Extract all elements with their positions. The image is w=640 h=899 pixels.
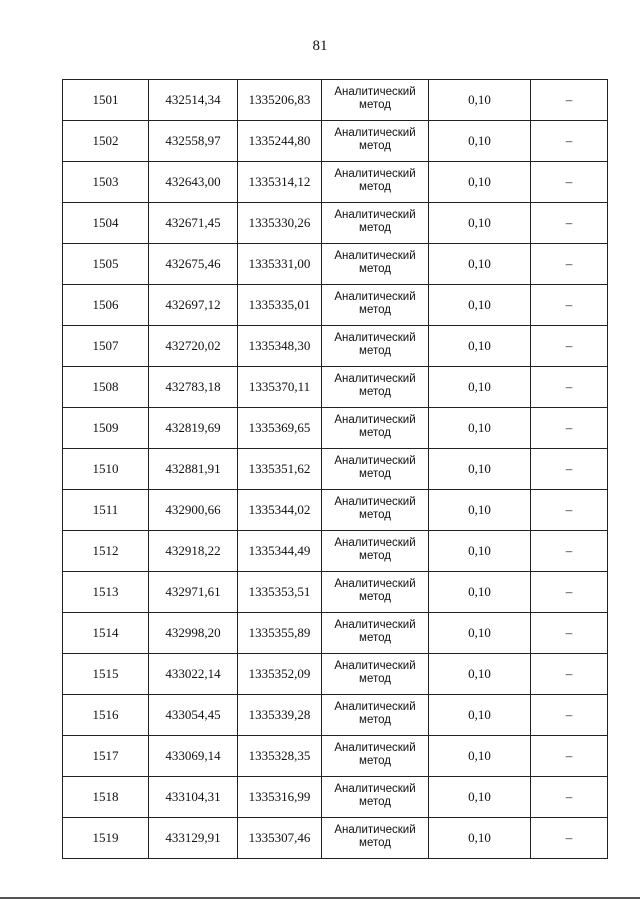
method-line-2: метод [359, 837, 391, 849]
description-cell: – [531, 572, 608, 613]
accuracy-cell: 0,10 [429, 572, 531, 613]
description-cell: – [531, 695, 608, 736]
method-cell [322, 695, 429, 736]
method-cell [322, 654, 429, 695]
method-line-1: Аналитический [334, 742, 416, 754]
accuracy-cell: 0,10 [429, 531, 531, 572]
x-coordinate-cell: 433054,45 [149, 695, 238, 736]
x-coordinate-cell: 432998,20 [149, 613, 238, 654]
coordinates-table [62, 79, 608, 859]
method-cell [322, 572, 429, 613]
table-row [63, 695, 608, 736]
y-coordinate-cell: 1335370,11 [238, 367, 322, 408]
x-coordinate-cell: 432514,34 [149, 80, 238, 121]
method-line-1: Аналитический [334, 824, 416, 836]
point-number-cell: 1511 [63, 490, 149, 531]
page-number: 81 [312, 38, 328, 54]
y-coordinate-cell: 1335353,51 [238, 572, 322, 613]
method-line-2: метод [359, 345, 391, 357]
description-cell: – [531, 654, 608, 695]
description-cell: – [531, 367, 608, 408]
x-coordinate-cell: 432881,91 [149, 449, 238, 490]
point-number-cell: 1506 [63, 285, 149, 326]
description-cell: – [531, 531, 608, 572]
method-line-2: метод [359, 796, 391, 808]
method-cell [322, 777, 429, 818]
method-line-2: метод [359, 714, 391, 726]
y-coordinate-cell: 1335328,35 [238, 736, 322, 777]
point-number-cell: 1512 [63, 531, 149, 572]
accuracy-cell: 0,10 [429, 80, 531, 121]
y-coordinate-cell: 1335206,83 [238, 80, 322, 121]
table-row [63, 408, 608, 449]
table-row [63, 244, 608, 285]
description-cell: – [531, 408, 608, 449]
point-number-cell: 1517 [63, 736, 149, 777]
y-coordinate-cell: 1335307,46 [238, 818, 322, 859]
method-line-2: метод [359, 468, 391, 480]
table-row [63, 367, 608, 408]
accuracy-cell: 0,10 [429, 285, 531, 326]
method-line-1: Аналитический [334, 701, 416, 713]
y-coordinate-cell: 1335351,62 [238, 449, 322, 490]
method-line-2: метод [359, 181, 391, 193]
method-cell [322, 121, 429, 162]
table-row [63, 490, 608, 531]
point-number-cell: 1516 [63, 695, 149, 736]
method-cell [322, 818, 429, 859]
method-line-2: метод [359, 304, 391, 316]
method-cell [322, 613, 429, 654]
method-cell [322, 490, 429, 531]
method-cell [322, 408, 429, 449]
y-coordinate-cell: 1335344,49 [238, 531, 322, 572]
point-number-cell: 1518 [63, 777, 149, 818]
x-coordinate-cell: 433104,31 [149, 777, 238, 818]
accuracy-cell: 0,10 [429, 490, 531, 531]
accuracy-cell: 0,10 [429, 695, 531, 736]
table-row [63, 80, 608, 121]
y-coordinate-cell: 1335348,30 [238, 326, 322, 367]
coordinates-table-body [63, 80, 608, 859]
description-cell: – [531, 736, 608, 777]
point-number-cell: 1508 [63, 367, 149, 408]
method-line-2: метод [359, 427, 391, 439]
method-line-2: метод [359, 550, 391, 562]
point-number-cell: 1510 [63, 449, 149, 490]
x-coordinate-cell: 432918,22 [149, 531, 238, 572]
x-coordinate-cell: 432643,00 [149, 162, 238, 203]
y-coordinate-cell: 1335339,28 [238, 695, 322, 736]
description-cell: – [531, 490, 608, 531]
description-cell: – [531, 121, 608, 162]
method-line-2: метод [359, 591, 391, 603]
description-cell: – [531, 777, 608, 818]
method-line-1: Аналитический [334, 578, 416, 590]
description-cell: – [531, 818, 608, 859]
accuracy-cell: 0,10 [429, 449, 531, 490]
method-cell [322, 367, 429, 408]
x-coordinate-cell: 432783,18 [149, 367, 238, 408]
table-row [63, 203, 608, 244]
y-coordinate-cell: 1335352,09 [238, 654, 322, 695]
accuracy-cell: 0,10 [429, 244, 531, 285]
y-coordinate-cell: 1335344,02 [238, 490, 322, 531]
table-row [63, 449, 608, 490]
point-number-cell: 1519 [63, 818, 149, 859]
point-number-cell: 1503 [63, 162, 149, 203]
table-row [63, 121, 608, 162]
x-coordinate-cell: 432671,45 [149, 203, 238, 244]
description-cell: – [531, 285, 608, 326]
method-line-2: метод [359, 140, 391, 152]
method-line-1: Аналитический [334, 455, 416, 467]
accuracy-cell: 0,10 [429, 818, 531, 859]
accuracy-cell: 0,10 [429, 408, 531, 449]
method-line-1: Аналитический [334, 619, 416, 631]
table-row [63, 736, 608, 777]
accuracy-cell: 0,10 [429, 777, 531, 818]
method-line-1: Аналитический [334, 414, 416, 426]
point-number-cell: 1501 [63, 80, 149, 121]
description-cell: – [531, 244, 608, 285]
method-line-1: Аналитический [334, 209, 416, 221]
method-cell [322, 285, 429, 326]
accuracy-cell: 0,10 [429, 613, 531, 654]
point-number-cell: 1502 [63, 121, 149, 162]
method-line-2: метод [359, 509, 391, 521]
accuracy-cell: 0,10 [429, 326, 531, 367]
y-coordinate-cell: 1335331,00 [238, 244, 322, 285]
description-cell: – [531, 162, 608, 203]
x-coordinate-cell: 433022,14 [149, 654, 238, 695]
description-cell: – [531, 613, 608, 654]
point-number-cell: 1509 [63, 408, 149, 449]
description-cell: – [531, 326, 608, 367]
y-coordinate-cell: 1335314,12 [238, 162, 322, 203]
x-coordinate-cell: 432720,02 [149, 326, 238, 367]
y-coordinate-cell: 1335316,99 [238, 777, 322, 818]
point-number-cell: 1504 [63, 203, 149, 244]
accuracy-cell: 0,10 [429, 203, 531, 244]
table-row [63, 285, 608, 326]
accuracy-cell: 0,10 [429, 121, 531, 162]
table-row [63, 531, 608, 572]
y-coordinate-cell: 1335330,26 [238, 203, 322, 244]
x-coordinate-cell: 432900,66 [149, 490, 238, 531]
x-coordinate-cell: 432558,97 [149, 121, 238, 162]
description-cell: – [531, 449, 608, 490]
x-coordinate-cell: 433129,91 [149, 818, 238, 859]
point-number-cell: 1505 [63, 244, 149, 285]
method-line-1: Аналитический [334, 660, 416, 672]
method-line-2: метод [359, 386, 391, 398]
table-row [63, 613, 608, 654]
table-row [63, 818, 608, 859]
method-cell [322, 736, 429, 777]
accuracy-cell: 0,10 [429, 162, 531, 203]
y-coordinate-cell: 1335369,65 [238, 408, 322, 449]
x-coordinate-cell: 432675,46 [149, 244, 238, 285]
method-line-1: Аналитический [334, 537, 416, 549]
point-number-cell: 1513 [63, 572, 149, 613]
method-line-1: Аналитический [334, 496, 416, 508]
method-line-2: метод [359, 222, 391, 234]
x-coordinate-cell: 433069,14 [149, 736, 238, 777]
accuracy-cell: 0,10 [429, 367, 531, 408]
table-row [63, 572, 608, 613]
method-line-1: Аналитический [334, 373, 416, 385]
method-line-2: метод [359, 755, 391, 767]
method-line-1: Аналитический [334, 86, 416, 98]
accuracy-cell: 0,10 [429, 736, 531, 777]
description-cell: – [531, 80, 608, 121]
method-line-2: метод [359, 99, 391, 111]
point-number-cell: 1514 [63, 613, 149, 654]
y-coordinate-cell: 1335355,89 [238, 613, 322, 654]
table-row [63, 326, 608, 367]
point-number-cell: 1507 [63, 326, 149, 367]
table-row [63, 654, 608, 695]
method-cell [322, 326, 429, 367]
method-cell [322, 162, 429, 203]
method-line-2: метод [359, 673, 391, 685]
method-line-1: Аналитический [334, 168, 416, 180]
y-coordinate-cell: 1335244,80 [238, 121, 322, 162]
method-cell [322, 449, 429, 490]
method-cell [322, 80, 429, 121]
y-coordinate-cell: 1335335,01 [238, 285, 322, 326]
table-row [63, 777, 608, 818]
method-cell [322, 531, 429, 572]
method-line-1: Аналитический [334, 127, 416, 139]
point-number-cell: 1515 [63, 654, 149, 695]
method-line-2: метод [359, 263, 391, 275]
table-row [63, 162, 608, 203]
method-cell [322, 244, 429, 285]
method-cell [322, 203, 429, 244]
x-coordinate-cell: 432819,69 [149, 408, 238, 449]
method-line-1: Аналитический [334, 783, 416, 795]
method-line-2: метод [359, 632, 391, 644]
method-line-1: Аналитический [334, 332, 416, 344]
x-coordinate-cell: 432971,61 [149, 572, 238, 613]
x-coordinate-cell: 432697,12 [149, 285, 238, 326]
method-line-1: Аналитический [334, 291, 416, 303]
method-line-1: Аналитический [334, 250, 416, 262]
description-cell: – [531, 203, 608, 244]
accuracy-cell: 0,10 [429, 654, 531, 695]
